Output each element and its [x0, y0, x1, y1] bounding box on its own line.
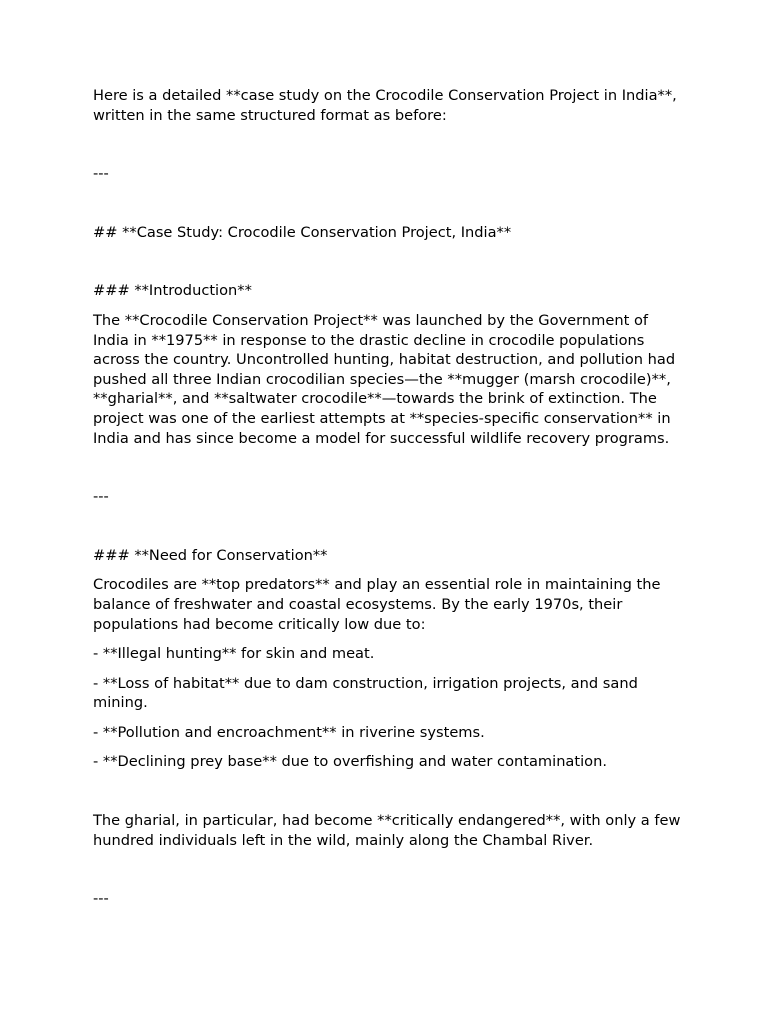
separator: ---: [93, 165, 109, 183]
need-closing-paragraph: The gharial, in particular, had become **critically endangered**, with only a few hundred individuals left in the wild, mainly along the Chambal River.: [93, 812, 681, 849]
introduction-heading: ### **Introduction**: [93, 282, 252, 300]
separator: ---: [93, 890, 109, 908]
introduction-paragraph: The **Crocodile Conservation Project** was launched by the Government of India in **1975** in response to the drastic decline in crocodile populations across the country. Uncontrolled hunting, habitat destruction, and pollution had pushed all three Indian crocodilian species—the **mugger (marsh crocodile)**, **gharial**, and **saltwater crocodile**—towards the brink of extinction. The project was one of the earliest attempts at **species-specific conservation** in India and has since become a model for successful wildlife recovery programs.: [93, 311, 676, 447]
document-page: [93, 86, 683, 909]
list-item: - **Pollution and encroachment** in riverine systems.: [93, 723, 485, 741]
need-paragraph: Crocodiles are **top predators** and play an essential role in maintaining the balance of freshwater and coastal ecosystems. By the early 1970s, their populations had become critically low due to:: [93, 576, 661, 633]
intro-line: Here is a detailed **case study on the Crocodile Conservation Project in India**, written in the same structured format as before:: [93, 87, 677, 124]
list-item: - **Declining prey base** due to overfishing and water contamination.: [93, 753, 607, 771]
need-heading: ### **Need for Conservation**: [93, 546, 328, 564]
list-item: - **Illegal hunting** for skin and meat.: [93, 645, 375, 663]
document-title: ## **Case Study: Crocodile Conservation Project, India**: [93, 223, 512, 241]
separator: ---: [93, 488, 109, 506]
list-item: - **Loss of habitat** due to dam construction, irrigation projects, and sand mining.: [93, 674, 638, 712]
